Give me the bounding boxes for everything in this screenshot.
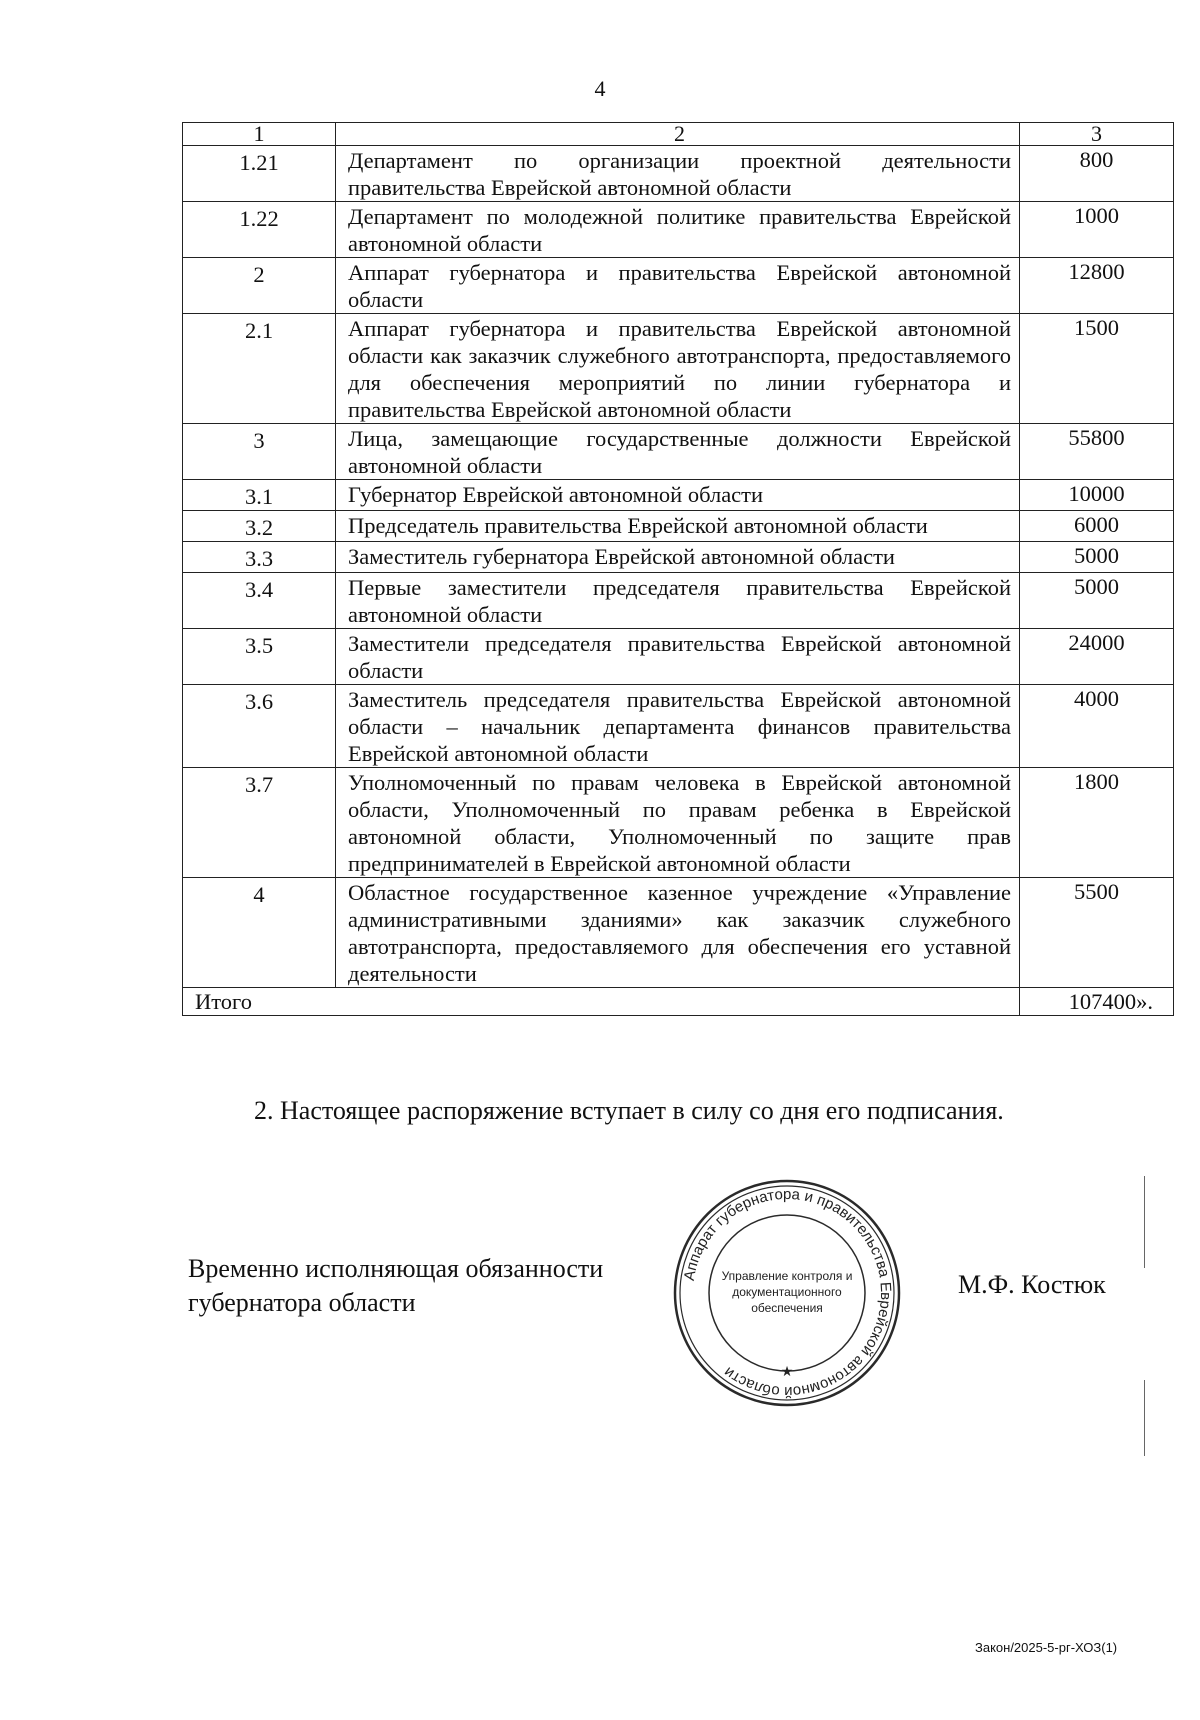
table-row	[183, 146, 1174, 202]
row-number: 1.22	[183, 202, 336, 258]
row-name: Уполномоченный по правам человека в Еврейской автономной области, Уполномоченный по правам ребенка в Еврейской автономной области, Уполномоченный по защите прав предпринимателей в Еврейской автономной области	[336, 768, 1020, 878]
row-number: 2	[183, 258, 336, 314]
table-row	[183, 480, 1174, 511]
row-name: Заместитель председателя правительства Еврейской автономной области – начальник департамента финансов правительства Еврейской автономной области	[336, 685, 1020, 768]
row-amount: 6000	[1020, 511, 1174, 542]
row-amount: 12800	[1020, 258, 1174, 314]
column-header-3: 3	[1020, 123, 1174, 146]
row-amount: 1500	[1020, 314, 1174, 424]
seal-star: ★	[780, 1365, 794, 1380]
row-amount: 1000	[1020, 202, 1174, 258]
total-value: 107400».	[1020, 988, 1174, 1016]
seal-outer-text: Аппарат губернатора и правительства Еврейской автономной области	[680, 1185, 895, 1401]
row-number: 3.1	[183, 480, 336, 511]
table-header-row	[183, 123, 1174, 146]
row-amount: 10000	[1020, 480, 1174, 511]
table-row	[183, 424, 1174, 480]
clause-effective-date: 2. Настоящее распоряжение вступает в силу со дня его подписания.	[254, 1096, 1004, 1125]
table-row	[183, 573, 1174, 629]
seal-inner-line-1: Управление контроля и	[721, 1269, 853, 1283]
page-number: 4	[594, 76, 606, 101]
scan-edge-line	[1144, 1176, 1145, 1268]
row-number: 4	[183, 878, 336, 988]
row-name: Председатель правительства Еврейской автономной области	[336, 511, 1020, 542]
row-amount: 5000	[1020, 573, 1174, 629]
table-row	[183, 685, 1174, 768]
row-number: 3.6	[183, 685, 336, 768]
row-name: Департамент по молодежной политике правительства Еврейской автономной области	[336, 202, 1020, 258]
row-amount: 55800	[1020, 424, 1174, 480]
allocation-table	[182, 122, 1174, 1016]
table-row	[183, 511, 1174, 542]
row-amount: 5500	[1020, 878, 1174, 988]
table-row	[183, 629, 1174, 685]
scan-edge-line	[1144, 1380, 1145, 1456]
seal-inner-line-2: документационного	[732, 1285, 842, 1299]
document-code: Закон/2025-5-рг-ХОЗ(1)	[975, 1640, 1118, 1655]
row-name: Лица, замещающие государственные должности Еврейской автономной области	[336, 424, 1020, 480]
row-amount: 4000	[1020, 685, 1174, 768]
table-row	[183, 314, 1174, 424]
signer-name: М.Ф. Костюк	[958, 1270, 1106, 1299]
row-name: Областное государственное казенное учреждение «Управление административными зданиями» как заказчик служебного автотранспорта, предоставляемого для обеспечения его уставной деятельности	[336, 878, 1020, 988]
row-number: 3.4	[183, 573, 336, 629]
row-name: Аппарат губернатора и правительства Еврейской автономной области	[336, 258, 1020, 314]
row-amount: 24000	[1020, 629, 1174, 685]
table-row	[183, 258, 1174, 314]
row-name: Заместитель губернатора Еврейской автономной области	[336, 542, 1020, 573]
row-number: 2.1	[183, 314, 336, 424]
column-header-2: 2	[336, 123, 1020, 146]
signer-title-line-2: губернатора области	[188, 1288, 416, 1317]
row-number: 1.21	[183, 146, 336, 202]
table-total-row	[183, 988, 1174, 1016]
table-row	[183, 878, 1174, 988]
row-number: 3.2	[183, 511, 336, 542]
row-name: Заместители председателя правительства Еврейской автономной области	[336, 629, 1020, 685]
row-amount: 5000	[1020, 542, 1174, 573]
row-name: Губернатор Еврейской автономной области	[336, 480, 1020, 511]
row-number: 3.7	[183, 768, 336, 878]
row-name: Департамент по организации проектной деятельности правительства Еврейской автономной области	[336, 146, 1020, 202]
row-name: Аппарат губернатора и правительства Еврейской автономной области как заказчик служебного автотранспорта, предоставляемого для обеспечения мероприятий по линии губернатора и правительства Еврейской автономной области	[336, 314, 1020, 424]
total-label: Итого	[183, 988, 1020, 1016]
row-name: Первые заместители председателя правительства Еврейской автономной области	[336, 573, 1020, 629]
row-amount: 800	[1020, 146, 1174, 202]
seal-inner-line-3: обеспечения	[751, 1301, 823, 1315]
table-row	[183, 542, 1174, 573]
row-number: 3.5	[183, 629, 336, 685]
row-number: 3	[183, 424, 336, 480]
table-row	[183, 768, 1174, 878]
signer-title-line-1: Временно исполняющая обязанности	[188, 1254, 604, 1283]
row-number: 3.3	[183, 542, 336, 573]
table-body	[183, 123, 1174, 1016]
row-amount: 1800	[1020, 768, 1174, 878]
column-header-1: 1	[183, 123, 336, 146]
signer-title	[188, 1252, 668, 1320]
table-row	[183, 202, 1174, 258]
official-seal	[670, 1176, 904, 1410]
